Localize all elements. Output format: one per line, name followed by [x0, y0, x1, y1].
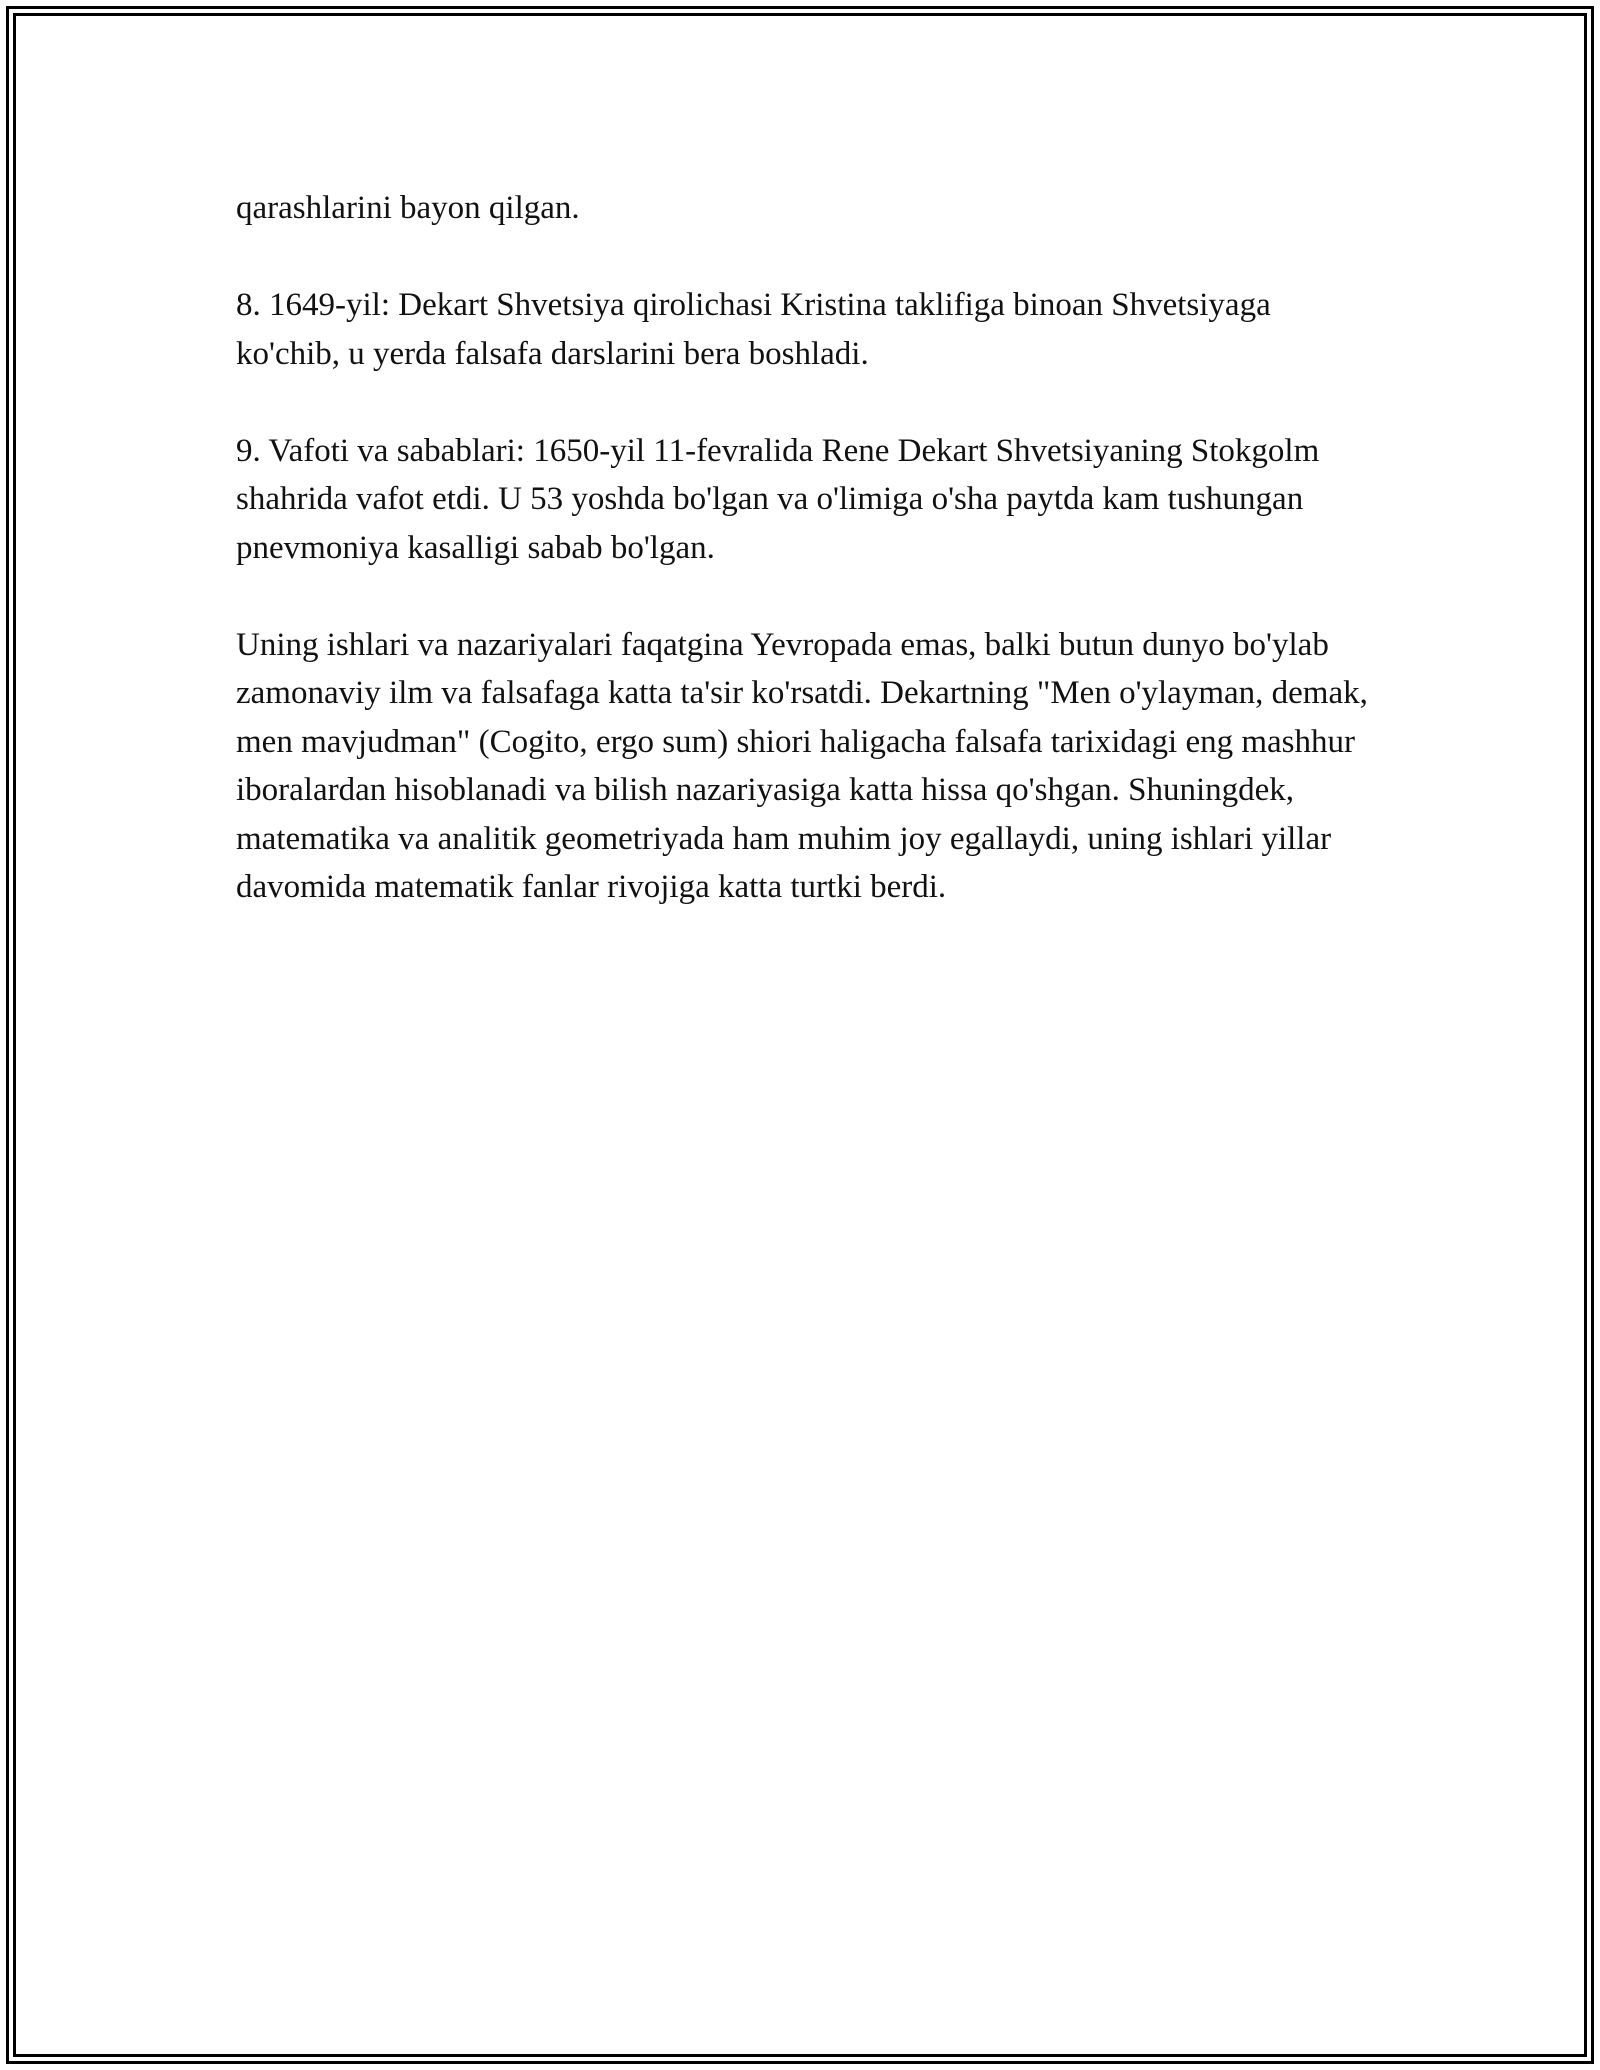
paragraph-item-9: 9. Vafoti va sabablari: 1650-yil 11-fevralida Rene Dekart Shvetsiyaning Stokgolm shahrida vafot etdi. U 53 yoshda bo'lgan va o'limiga o'sha paytda kam tushungan pnevmoniya kasalligi sabab bo'lgan.	[236, 432, 1320, 566]
document-body	[236, 184, 1376, 960]
paragraph-continuation: qarashlarini bayon qilgan.	[236, 190, 580, 226]
paragraph-conclusion: Uning ishlari va nazariyalari faqatgina Yevropada emas, balki butun dunyo bo'ylab zamonaviy ilm va falsafaga katta ta'sir ko'rsatdi. Dekartning "Men o'ylayman, demak, men mavjudman" (Cogito, ergo sum) shiori haligacha falsafa tarixidagi eng mashhur iboralardan hisoblanadi va bilish nazariyasiga katta hissa qo'shgan. Shuningdek, matematika va analitik geometriyada ham muhim joy egallaydi, uning ishlari yillar davomida matematik fanlar rivojiga katta turtki berdi.	[236, 626, 1368, 905]
paragraph-item-8: 8. 1649-yil: Dekart Shvetsiya qirolichasi Kristina taklifiga binoan Shvetsiyaga ko'chib, u yerda falsafa darslarini bera boshladi.	[236, 287, 1271, 372]
